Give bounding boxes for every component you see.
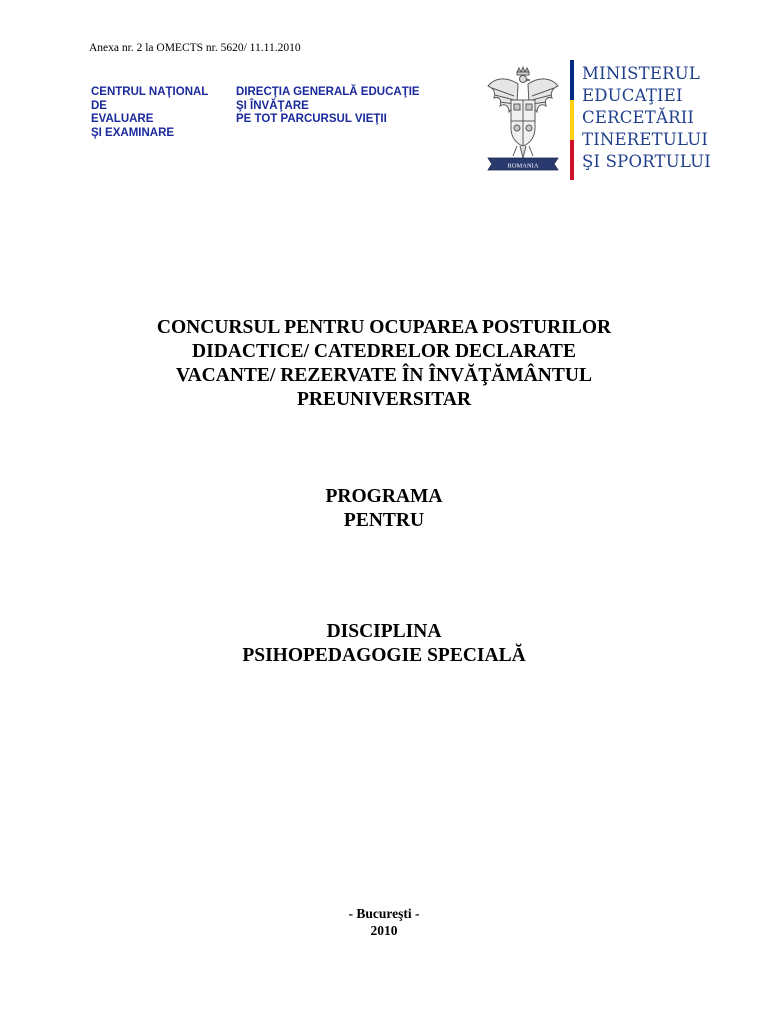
org-right-line: PE TOT PARCURSUL VIEŢII bbox=[236, 113, 387, 125]
org-left-line: CENTRUL NAŢIONAL bbox=[91, 86, 209, 98]
ministry-logo bbox=[484, 58, 716, 182]
contest-title-line: PREUNIVERSITAR bbox=[296, 389, 472, 410]
ministry-name-line: EDUCAŢIEI bbox=[582, 86, 683, 105]
ministry-name-line: ŞI SPORTULUI bbox=[582, 152, 711, 171]
ministry-name-line: TINERETULUI bbox=[582, 130, 709, 149]
annex-reference: Anexa nr. 2 la OMECTS nr. 5620/ 11.11.2010 bbox=[89, 42, 301, 54]
coat-banner-text: ROMANIA bbox=[507, 162, 539, 170]
document-footer bbox=[0, 905, 768, 939]
org-left-name bbox=[91, 86, 208, 140]
org-right-name bbox=[236, 86, 420, 127]
programa-heading bbox=[0, 485, 768, 533]
flag-red-segment bbox=[570, 140, 574, 180]
ministry-name bbox=[582, 63, 711, 173]
footer-year: 2010 bbox=[370, 923, 398, 938]
discipline-line: PSIHOPEDAGOGIE SPECIALĂ bbox=[242, 645, 526, 666]
discipline-line: DISCIPLINA bbox=[326, 621, 442, 642]
ministry-name-line: CERCETĂRII bbox=[582, 108, 695, 127]
flag-yellow-segment bbox=[570, 100, 574, 140]
org-left-line: ŞI EXAMINARE bbox=[91, 126, 175, 139]
programa-line: PROGRAMA bbox=[325, 486, 443, 507]
romania-coat-of-arms-icon bbox=[484, 66, 562, 176]
footer-city: - Bucureşti - bbox=[348, 906, 420, 921]
org-left-line: DE bbox=[91, 99, 107, 112]
contest-title-line: VACANTE/ REZERVATE ÎN ÎNVĂŢĂMÂNTUL bbox=[176, 365, 592, 386]
flag-blue-segment bbox=[570, 60, 574, 100]
tricolor-bar bbox=[570, 60, 574, 180]
org-left-line: EVALUARE bbox=[91, 113, 154, 125]
discipline-heading bbox=[0, 620, 768, 668]
contest-title-line: CONCURSUL PENTRU OCUPAREA POSTURILOR bbox=[156, 317, 612, 338]
contest-title-line: DIDACTICE/ CATEDRELOR DECLARATE bbox=[192, 341, 576, 362]
ministry-name-line: MINISTERUL bbox=[582, 64, 701, 83]
contest-title bbox=[0, 316, 768, 412]
org-right-line: ŞI ÎNVĂŢARE bbox=[236, 99, 309, 112]
programa-line: PENTRU bbox=[343, 510, 425, 531]
org-right-line: DIRECŢIA GENERALĂ EDUCAŢIE bbox=[236, 86, 420, 98]
